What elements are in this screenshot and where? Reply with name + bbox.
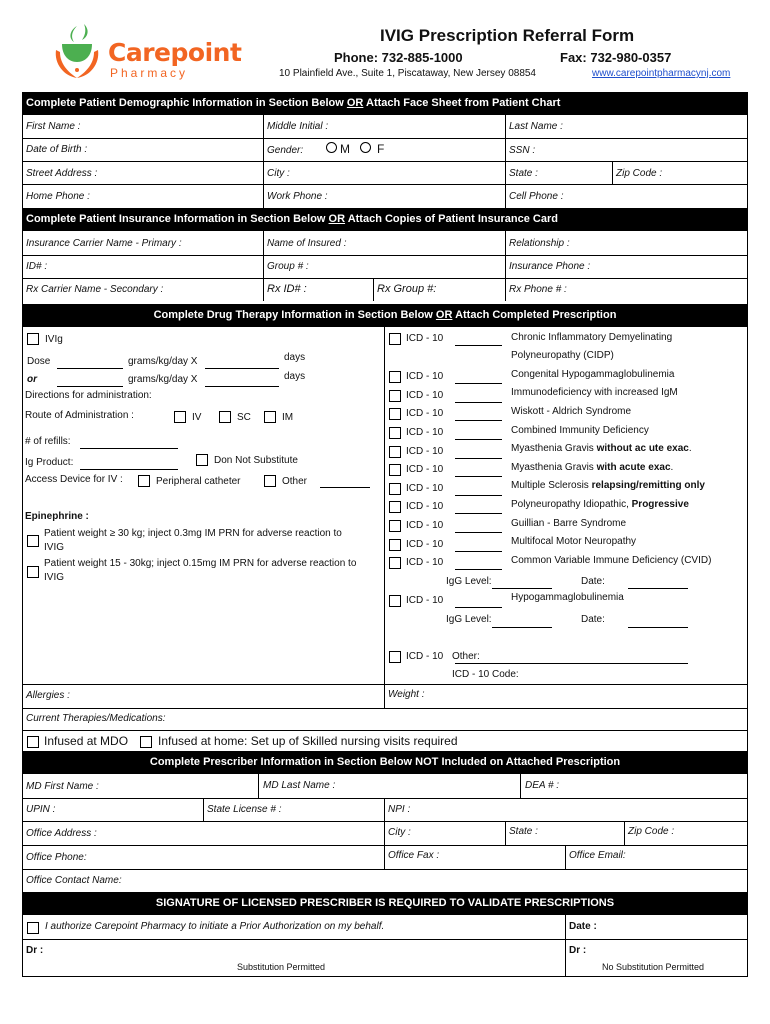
relationship-field[interactable]: Relationship : bbox=[509, 238, 570, 249]
icd-label-cidp: ICD - 10 bbox=[406, 333, 444, 344]
dx-mmn: Multifocal Motor Neuropathy bbox=[511, 536, 637, 547]
route-im-checkbox[interactable] bbox=[264, 411, 276, 423]
epi-adult-line2: IVIG bbox=[44, 542, 65, 553]
office-contact-field[interactable]: Office Contact Name: bbox=[26, 875, 122, 886]
work-phone-field[interactable]: Work Phone : bbox=[267, 191, 328, 202]
section-header-signature: SIGNATURE OF LICENSED PRESCRIBER IS REQUIRED TO VALIDATE PRESCRIPTIONS bbox=[22, 892, 748, 915]
office-zip-field[interactable]: Zip Code : bbox=[628, 826, 675, 837]
last-name-field[interactable]: Last Name : bbox=[509, 121, 563, 132]
dx-mg-without: Myasthenia Gravis without ac ute exac. bbox=[511, 443, 692, 454]
dx-wiskott: Wiskott - Aldrich Syndrome bbox=[511, 406, 632, 417]
rx-id-field[interactable]: Rx ID# : bbox=[267, 283, 307, 295]
section-header-demographic: Complete Patient Demographic Information in Section Below OR Attach Face Sheet from Patient Chart bbox=[22, 92, 748, 115]
dx-ms: Multiple Sclerosis relapsing/remitting only bbox=[511, 480, 705, 491]
peripheral-catheter-label: Peripheral catheter bbox=[156, 476, 241, 487]
icd-checkbox-gbs[interactable] bbox=[389, 520, 401, 532]
dx-cidp-line1: Chronic Inflammatory Demyelinating bbox=[511, 332, 673, 343]
infused-mdo-label: Infused at MDO bbox=[44, 734, 129, 748]
icd-checkbox-combined-immunity[interactable] bbox=[389, 427, 401, 439]
icd-code-input-mg-with[interactable] bbox=[455, 476, 502, 477]
dx-other-input[interactable] bbox=[488, 663, 688, 664]
ig-product-label: Ig Product: bbox=[25, 457, 74, 468]
dx-cvid: Common Variable Immune Deficiency (CVID) bbox=[511, 555, 712, 566]
icd-checkbox-cvid[interactable] bbox=[389, 557, 401, 569]
igg-date-label-1: Date: bbox=[581, 576, 605, 587]
website-link[interactable]: www.carepointpharmacynj.com bbox=[592, 68, 731, 79]
icd-label-mmn: ICD - 10 bbox=[406, 539, 444, 550]
dx-igm: Immunodeficiency with increased IgM bbox=[511, 387, 678, 398]
upin-field[interactable]: UPIN : bbox=[26, 804, 56, 815]
brand-name: Carepoint bbox=[108, 38, 242, 67]
igg-date-label-2: Date: bbox=[581, 614, 605, 625]
pharmacy-phone: Phone: 732-885-1000 bbox=[334, 50, 463, 65]
id-field[interactable]: ID# : bbox=[26, 261, 48, 272]
ivig-checkbox[interactable] bbox=[27, 333, 39, 345]
substitution-permitted-label: Substitution Permitted bbox=[237, 962, 326, 972]
icd-label-cvid: ICD - 10 bbox=[406, 557, 444, 568]
icd-label-polyneuropathy: ICD - 10 bbox=[406, 501, 444, 512]
office-address-field[interactable]: Office Address : bbox=[26, 828, 97, 839]
weight-field[interactable]: Weight : bbox=[388, 689, 425, 700]
epinephrine-label: Epinephrine : bbox=[25, 511, 89, 522]
icd-label-ms: ICD - 10 bbox=[406, 483, 444, 494]
office-state-field[interactable]: State : bbox=[509, 826, 538, 837]
access-other-checkbox[interactable] bbox=[264, 475, 276, 487]
icd-code-input-wiskott[interactable] bbox=[455, 420, 502, 421]
section-header-prescriber: Complete Prescriber Information in Section Below NOT Included on Attached Prescription bbox=[22, 751, 748, 774]
days-input-1[interactable] bbox=[205, 368, 279, 369]
refills-label: # of refills: bbox=[25, 436, 71, 447]
zip-field[interactable]: Zip Code : bbox=[616, 168, 663, 179]
dose-input-2[interactable] bbox=[57, 386, 123, 387]
npi-field[interactable]: NPI : bbox=[388, 804, 411, 815]
dx-hypogamma: Hypogammaglobulinemia bbox=[511, 592, 624, 603]
icd-code-input-mmn[interactable] bbox=[455, 551, 502, 552]
igg-level-label-2: IgG Level: bbox=[446, 614, 492, 625]
icd-code-input-cidp[interactable] bbox=[455, 345, 502, 346]
dose-label: Dose bbox=[27, 356, 51, 367]
ssn-field[interactable]: SSN : bbox=[509, 145, 536, 156]
igg-level-label-1: IgG Level: bbox=[446, 576, 492, 587]
epi-adult-checkbox[interactable] bbox=[27, 535, 39, 547]
gender-f-label: F bbox=[377, 142, 385, 156]
dx-polyneuropathy: Polyneuropathy Idiopathic, Progressive bbox=[511, 499, 689, 510]
igg-date-input-1[interactable] bbox=[628, 588, 688, 589]
pharmacy-fax: Fax: 732-980-0357 bbox=[560, 50, 672, 65]
dx-combined-immunity: Combined Immunity Deficiency bbox=[511, 425, 649, 436]
icd-code-input-ms[interactable] bbox=[455, 495, 502, 496]
route-label: Route of Administration : bbox=[25, 410, 134, 421]
current-therapies-field[interactable]: Current Therapies/Medications: bbox=[26, 713, 166, 724]
icd-code-input-congenital-hypo[interactable] bbox=[455, 383, 502, 384]
no-substitution-label: No Substitution Permitted bbox=[602, 962, 705, 972]
icd-code-input-gbs[interactable] bbox=[455, 532, 502, 533]
icd-checkbox-hypogamma[interactable] bbox=[389, 595, 401, 607]
section-header-insurance: Complete Patient Insurance Information in Section Below OR Attach Copies of Patient Insurance Card bbox=[22, 208, 748, 231]
dea-field[interactable]: DEA # : bbox=[525, 780, 560, 791]
name-of-insured-field[interactable]: Name of Insured : bbox=[267, 238, 347, 249]
icd-checkbox-igm[interactable] bbox=[389, 390, 401, 402]
authorize-pa-label: I authorize Carepoint Pharmacy to initiate a Prior Authorization on my behalf. bbox=[45, 921, 385, 932]
icd-checkbox-mg-with[interactable] bbox=[389, 464, 401, 476]
days-label-1: days bbox=[284, 352, 306, 363]
md-last-name-field[interactable]: MD Last Name : bbox=[263, 780, 336, 791]
carrier-primary-field[interactable]: Insurance Carrier Name - Primary : bbox=[26, 238, 182, 249]
icd-code-input-igm[interactable] bbox=[455, 402, 502, 403]
state-license-field[interactable]: State License # : bbox=[207, 804, 282, 815]
icd-label-mg-with: ICD - 10 bbox=[406, 464, 444, 475]
dr-signature-sub[interactable]: Dr : bbox=[26, 945, 44, 956]
icd-checkbox-wiskott[interactable] bbox=[389, 408, 401, 420]
middle-initial-field[interactable]: Middle Initial : bbox=[267, 121, 329, 132]
icd-checkbox-cidp[interactable] bbox=[389, 333, 401, 345]
allergies-field[interactable]: Allergies : bbox=[26, 690, 70, 701]
pharmacy-address: 10 Plainfield Ave., Suite 1, Piscataway, New Jersey 08854 bbox=[279, 68, 536, 79]
city-field[interactable]: City : bbox=[267, 168, 290, 179]
office-fax-field[interactable]: Office Fax : bbox=[388, 850, 440, 861]
dx-congenital-hypo: Congenital Hypogammaglobulinemia bbox=[511, 369, 675, 380]
epi-child-line2: IVIG bbox=[44, 572, 65, 583]
icd-checkbox-mmn[interactable] bbox=[389, 539, 401, 551]
infused-home-label: Infused at home: Set up of Skilled nursing visits required bbox=[158, 734, 458, 748]
icd-code-input-polyneuropathy[interactable] bbox=[455, 513, 502, 514]
icd-label-igm: ICD - 10 bbox=[406, 390, 444, 401]
md-first-name-field[interactable]: MD First Name : bbox=[26, 781, 99, 792]
gender-m-label: M bbox=[340, 142, 350, 156]
route-sc-checkbox[interactable] bbox=[219, 411, 231, 423]
gender-m-radio[interactable] bbox=[326, 142, 337, 153]
brand-subtitle: Pharmacy bbox=[110, 66, 189, 80]
dx-mg-with: Myasthenia Gravis with acute exac. bbox=[511, 462, 674, 473]
igg-level-input-1[interactable] bbox=[492, 588, 552, 589]
directions-label: Directions for administration: bbox=[25, 390, 152, 401]
gkd-label-1: grams/kg/day X bbox=[128, 356, 198, 367]
state-field[interactable]: State : bbox=[509, 168, 538, 179]
icd-code-label: ICD - 10 Code: bbox=[452, 669, 519, 680]
dx-cidp-line2: Polyneuropathy (CIDP) bbox=[511, 350, 614, 361]
group-field[interactable]: Group # : bbox=[267, 261, 309, 272]
do-not-substitute-checkbox[interactable] bbox=[196, 454, 208, 466]
icd-label-congenital-hypo: ICD - 10 bbox=[406, 371, 444, 382]
icd-label-gbs: ICD - 10 bbox=[406, 520, 444, 531]
icd-label-combined-immunity: ICD - 10 bbox=[406, 427, 444, 438]
gkd-label-2: grams/kg/day X bbox=[128, 374, 198, 385]
gender-f-radio[interactable] bbox=[360, 142, 371, 153]
route-iv-checkbox[interactable] bbox=[174, 411, 186, 423]
infused-home-checkbox[interactable] bbox=[140, 736, 152, 748]
icd-code-input-hypogamma[interactable] bbox=[455, 607, 502, 608]
icd-code-input-cvid[interactable] bbox=[455, 569, 502, 570]
icd-code-input-mg-without[interactable] bbox=[455, 458, 502, 459]
access-other-input[interactable] bbox=[320, 487, 370, 488]
icd-label-hypogamma: ICD - 10 bbox=[406, 595, 444, 606]
peripheral-catheter-checkbox[interactable] bbox=[138, 475, 150, 487]
dx-other-label: Other: bbox=[452, 651, 480, 662]
route-im-label: IM bbox=[282, 412, 294, 423]
route-sc-label: SC bbox=[237, 412, 251, 423]
icd-checkbox-polyneuropathy[interactable] bbox=[389, 501, 401, 513]
icd-checkbox-congenital-hypo[interactable] bbox=[389, 371, 401, 383]
refills-input[interactable] bbox=[80, 448, 178, 449]
home-phone-field[interactable]: Home Phone : bbox=[26, 191, 90, 202]
rx-group-field[interactable]: Rx Group #: bbox=[377, 283, 437, 295]
dose-input-1[interactable] bbox=[57, 368, 123, 369]
first-name-field[interactable]: First Name : bbox=[26, 121, 81, 132]
or-label: or bbox=[27, 374, 37, 385]
office-email-field[interactable]: Office Email: bbox=[569, 850, 626, 861]
icd-label-wiskott: ICD - 10 bbox=[406, 408, 444, 419]
cell-phone-field[interactable]: Cell Phone : bbox=[509, 191, 564, 202]
dob-field[interactable]: Date of Birth : bbox=[26, 144, 88, 155]
dx-gbs: Guillian - Barre Syndrome bbox=[511, 518, 627, 529]
icd-label-other: ICD - 10 bbox=[406, 651, 444, 662]
section-header-drug: Complete Drug Therapy Information in Section Below OR Attach Completed Prescription bbox=[22, 304, 748, 327]
access-device-label: Access Device for IV : bbox=[25, 474, 123, 485]
office-phone-field[interactable]: Office Phone: bbox=[26, 852, 87, 863]
insurance-phone-field[interactable]: Insurance Phone : bbox=[509, 261, 591, 272]
carepoint-logo-icon bbox=[52, 22, 102, 80]
icd-label-mg-without: ICD - 10 bbox=[406, 446, 444, 457]
access-other-label: Other bbox=[282, 476, 308, 487]
ig-product-input[interactable] bbox=[80, 469, 178, 470]
days-label-2: days bbox=[284, 371, 306, 382]
route-iv-label: IV bbox=[192, 412, 202, 423]
street-field[interactable]: Street Address : bbox=[26, 168, 98, 179]
igg-date-input-2[interactable] bbox=[628, 627, 688, 628]
icd-code-input-combined-immunity[interactable] bbox=[455, 439, 502, 440]
form-title: IVIG Prescription Referral Form bbox=[380, 26, 635, 45]
epi-child-checkbox[interactable] bbox=[27, 566, 39, 578]
do-not-substitute-label: Don Not Substitute bbox=[214, 455, 298, 466]
dr-signature-nosub[interactable]: Dr : bbox=[569, 945, 587, 956]
authorize-pa-checkbox[interactable] bbox=[27, 922, 39, 934]
gender-label: Gender: bbox=[267, 145, 304, 156]
infused-mdo-checkbox[interactable] bbox=[27, 736, 39, 748]
epi-child-line1: Patient weight 15 - 30kg; inject 0.15mg IM PRN for adverse reaction to bbox=[44, 558, 357, 569]
epi-adult-line1: Patient weight ≥ 30 kg; inject 0.3mg IM PRN for adverse reaction to bbox=[44, 528, 342, 539]
ivig-label: IVIg bbox=[45, 334, 63, 345]
office-city-field[interactable]: City : bbox=[388, 827, 411, 838]
rx-carrier-field[interactable]: Rx Carrier Name - Secondary : bbox=[26, 284, 164, 295]
icd-checkbox-other[interactable] bbox=[389, 651, 401, 663]
rx-phone-field[interactable]: Rx Phone # : bbox=[509, 284, 567, 295]
icd-checkbox-mg-without[interactable] bbox=[389, 446, 401, 458]
sig-date-field[interactable]: Date : bbox=[569, 921, 597, 932]
days-input-2[interactable] bbox=[205, 386, 279, 387]
icd-checkbox-ms[interactable] bbox=[389, 483, 401, 495]
igg-level-input-2[interactable] bbox=[492, 627, 552, 628]
